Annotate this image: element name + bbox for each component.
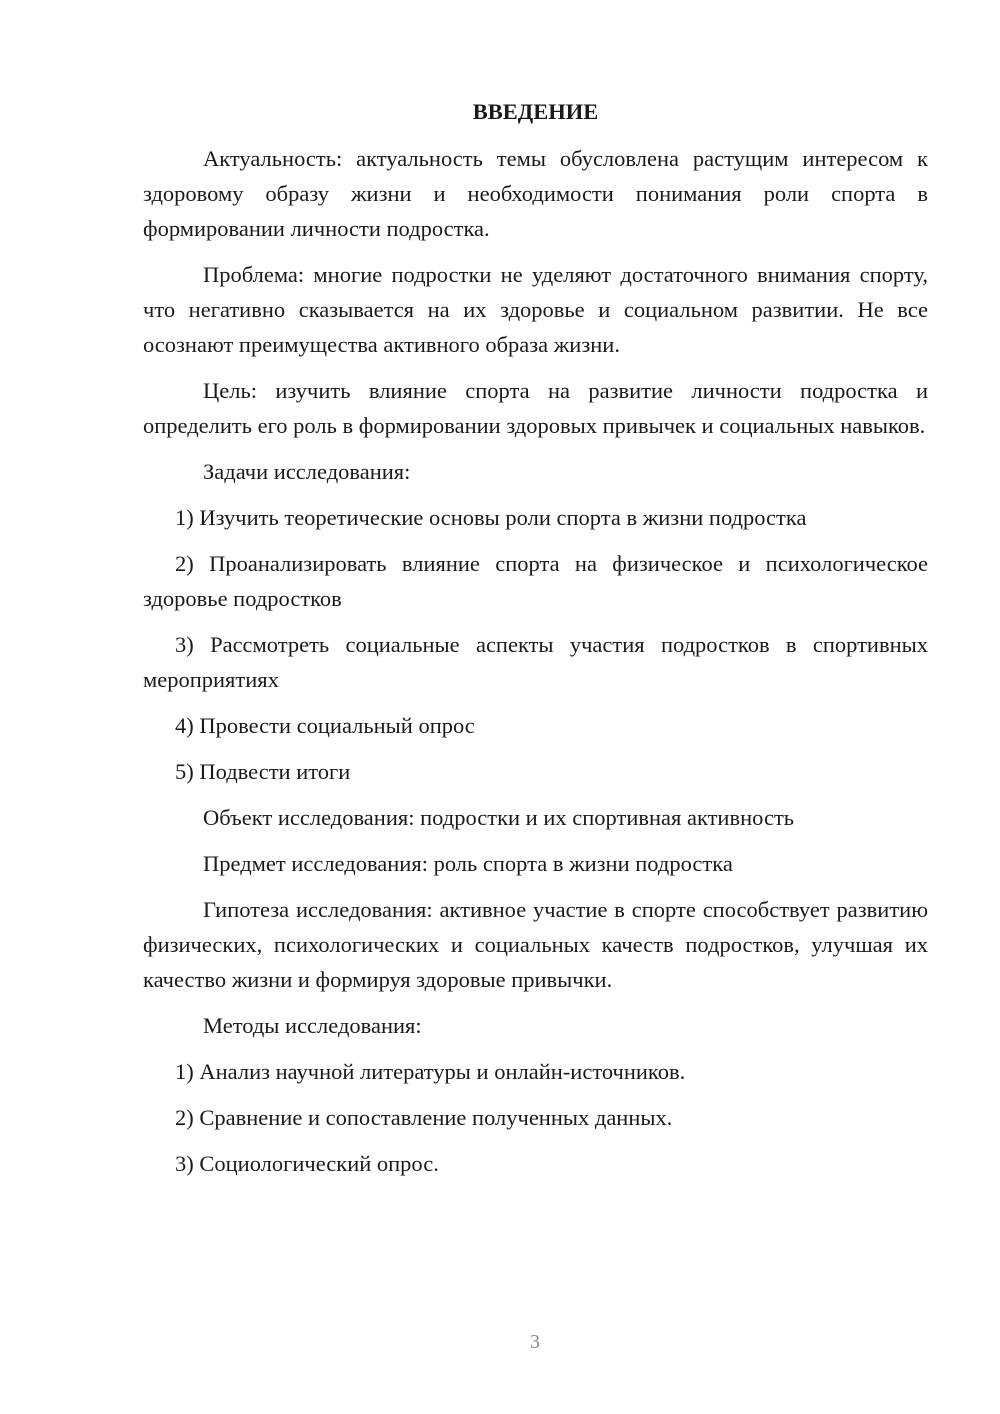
task-item: 5) Подвести итоги (175, 759, 351, 784)
paragraph-goal: Цель: изучить влияние спорта на развитие личности подростка и определить его роль в формировании здоровых привычек и социальных навыков. (143, 378, 928, 438)
method-item: 3) Социологический опрос. (175, 1151, 439, 1176)
paragraph-problem: Проблема: многие подростки не уделяют достаточного внимания спорту, что негативно сказывается на их здоровье и социальном развитии. Не все осознают преимущества активного образа жизни. (143, 262, 928, 357)
page-number: 3 (530, 1331, 540, 1353)
task-item: 3) Рассмотреть социальные аспекты участия подростков в спортивных мероприятиях (143, 632, 928, 692)
paragraph-hypothesis: Гипотеза исследования: активное участие в спорте способствует развитию физических, психологических и социальных качеств подростков, улучшая их качество жизни и формируя здоровые привычки. (143, 897, 928, 992)
task-item: 1) Изучить теоретические основы роли спорта в жизни подростка (175, 505, 807, 530)
task-item: 2) Проанализировать влияние спорта на физическое и психологическое здоровье подростков (143, 551, 928, 611)
section-heading: ВВЕДЕНИЕ (472, 99, 599, 124)
paragraph-relevance: Актуальность: актуальность темы обусловлена растущим интересом к здоровому образу жизни и необходимости понимания роли спорта в формировании личности подростка. (143, 146, 928, 241)
paragraph-subject: Предмет исследования: роль спорта в жизни подростка (203, 851, 733, 876)
task-item: 4) Провести социальный опрос (175, 713, 475, 738)
methods-title: Методы исследования: (203, 1013, 422, 1038)
paragraph-object: Объект исследования: подростки и их спортивная активность (203, 805, 795, 830)
method-item: 2) Сравнение и сопоставление полученных данных. (175, 1105, 673, 1130)
page-content (143, 94, 928, 1192)
method-item: 1) Анализ научной литературы и онлайн-источников. (175, 1059, 686, 1084)
tasks-title: Задачи исследования: (203, 459, 411, 484)
